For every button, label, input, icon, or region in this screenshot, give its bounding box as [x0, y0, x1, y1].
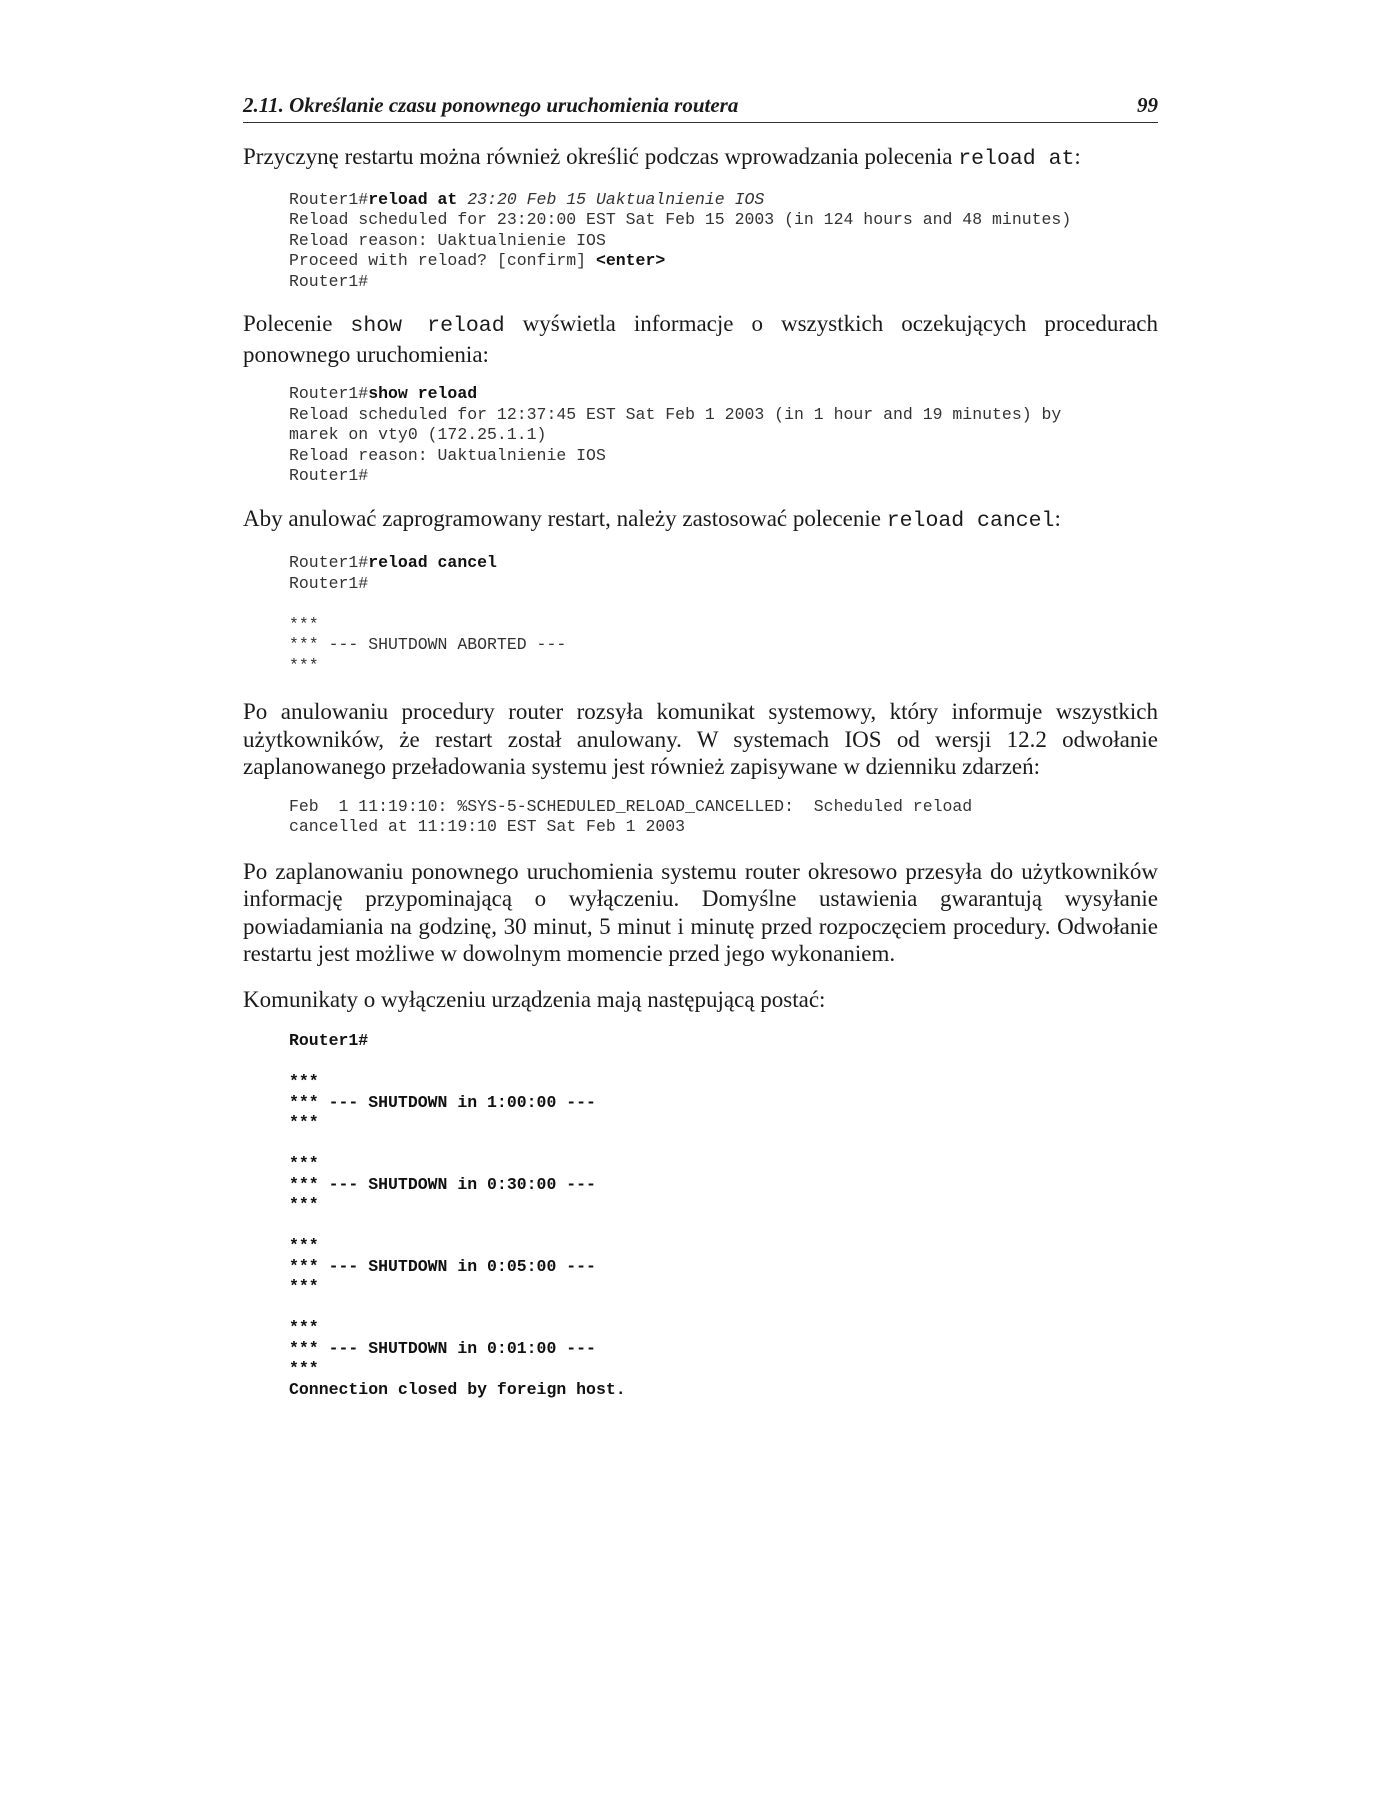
code-block-1: Router1#reload at 23:20 Feb 15 Uaktualnienie IOS Reload scheduled for 23:20:00 EST Sat Feb 15 2003 (in 124 hours and 48 minutes) Reload reason: Uaktualnienie IOS Proceed with reload? [confirm] <enter> Router1# [289, 189, 1072, 291]
paragraph-3: Aby anulować zaprogramowany restart, należy zastosować polecenie reload cancel: [243, 505, 1061, 533]
paragraph-5: Po zaplanowaniu ponownego uruchomienia systemu router okresowo przesyła do użytkowników informację przypominającą o wyłączeniu. Domyślne ustawienia gwarantują wysyłanie powiadamiania na godzinę, 30 minut, 5 minut i minutę przed rozpoczęciem procedury. Odwołanie restartu jest możliwe w dowolnym momencie przed jego wykonaniem. [243, 858, 1158, 966]
code-block-4: Feb 1 11:19:10: %SYS-5-SCHEDULED_RELOAD_CANCELLED: Scheduled reload cancelled at 11:19:10 EST Sat Feb 1 2003 [289, 796, 973, 836]
paragraph-6: Komunikaty o wyłączeniu urządzenia mają następującą postać: [243, 986, 826, 1012]
code-block-5: Router1# *** *** --- SHUTDOWN in 1:00:00 --- *** *** *** --- SHUTDOWN in 0:30:00 --- *** *** *** --- SHUTDOWN in 0:05:00 --- *** *** *** --- SHUTDOWN in 0:01:00 --- *** Connection closed by foreign host. [289, 1031, 626, 1399]
inline-code: reload cancel [886, 508, 1055, 533]
paragraph-4: Po anulowaniu procedury router rozsyła komunikat systemowy, który informuje wszystkich użytkowników, że restart został anulowany. W systemach IOS od wersji 12.2 odwołanie zaplanowanego przeładowania systemu jest również zapisywane w dzienniku zdarzeń: [243, 699, 1158, 779]
paragraph-1: Przyczynę restartu można również określić podczas wprowadzania polecenia reload at: [243, 144, 1081, 171]
section-title: 2.11. Określanie czasu ponownego uruchomienia routera [243, 93, 739, 117]
code-block-3: Router1#reload cancel Router1# *** *** --- SHUTDOWN ABORTED --- *** [289, 553, 567, 675]
paragraph-2: Polecenie show reload wyświetla informacje o wszystkich oczekujących procedurach ponownego uruchomienia: [243, 311, 1159, 367]
code-block-2: Router1#show reload Reload scheduled for 12:37:45 EST Sat Feb 1 2003 (in 1 hour and 19 minutes) by marek on vty0 (172.25.1.1) Reload reason: Uaktualnienie IOS Router1# [289, 384, 1062, 485]
inline-code: reload at [958, 147, 1075, 171]
book-page [243, 93, 1158, 1400]
inline-code: show reload [350, 314, 505, 338]
running-header [243, 93, 1158, 123]
page-number: 99 [1137, 93, 1158, 117]
